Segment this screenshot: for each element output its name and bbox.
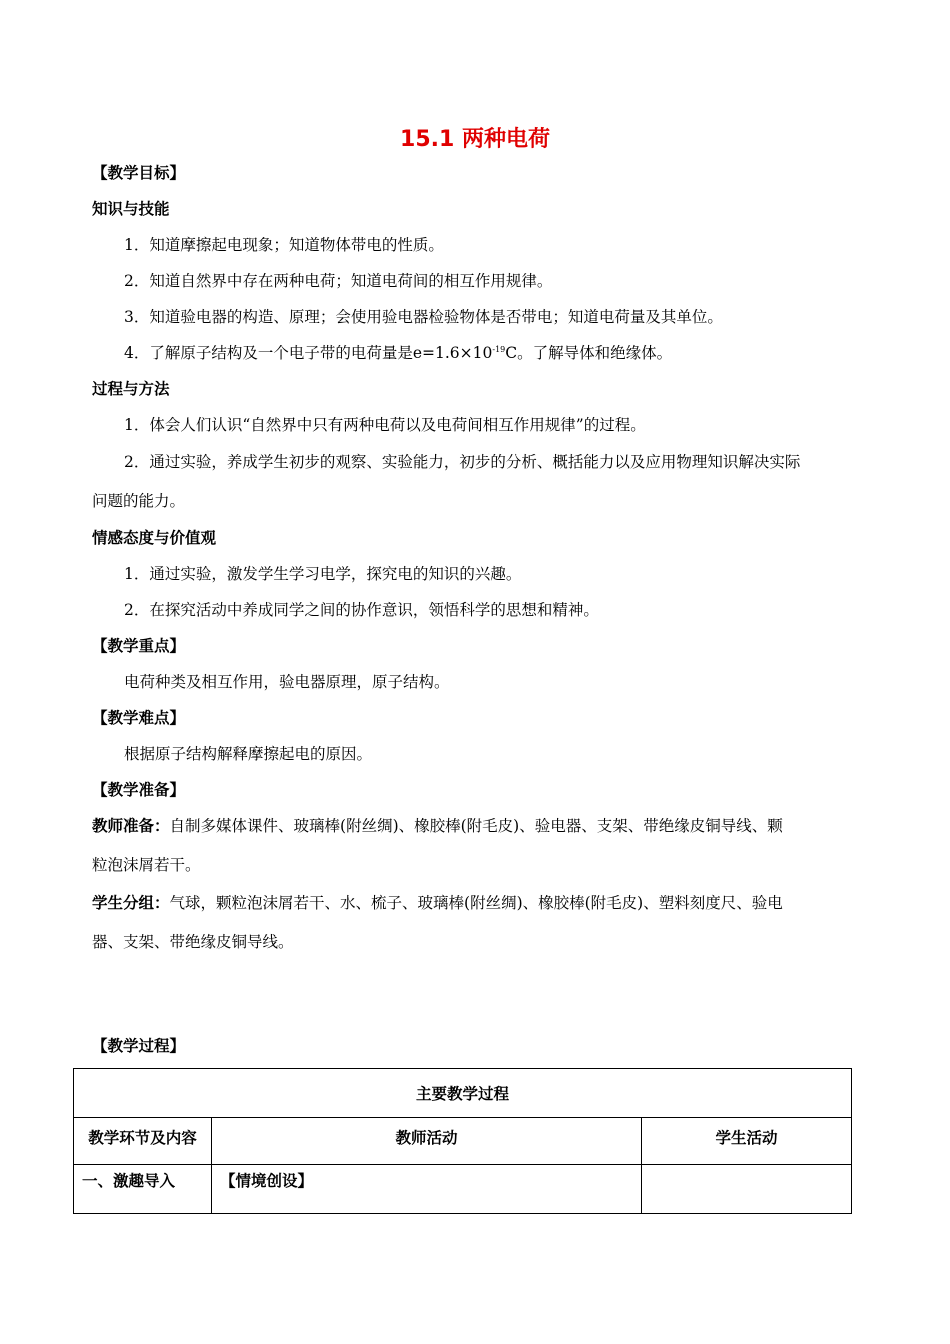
column-header-student: 学生活动 — [642, 1118, 852, 1165]
student-prep-cont: 器、支架、带绝缘皮铜导线。 — [92, 933, 294, 951]
table-title: 主要教学过程 — [74, 1069, 852, 1118]
knowledge-item-4-tail: C。了解导体和绝缘体。 — [505, 344, 673, 362]
teacher-activity-cell: 【情境创设】 — [212, 1165, 642, 1214]
attitude-item-1: 1．通过实验，激发学生学习电学，探究电的知识的兴趣。 — [124, 565, 522, 583]
difficulties-heading: 【教学难点】 — [92, 709, 186, 727]
knowledge-item-2: 2．知道自然界中存在两种电荷；知道电荷间的相互作用规律。 — [124, 272, 553, 290]
teacher-prep — [92, 816, 783, 836]
preparation-heading: 【教学准备】 — [92, 781, 186, 799]
attitude-item-2: 2．在探究活动中养成同学之间的协作意识，领悟科学的思想和精神。 — [124, 601, 599, 619]
process-item-2-cont: 问题的能力。 — [92, 492, 186, 510]
page-title: 15.1 两种电荷 — [400, 127, 550, 152]
process-heading: 过程与方法 — [92, 380, 170, 398]
teaching-process-table — [73, 1068, 852, 1214]
knowledge-heading: 知识与技能 — [92, 200, 170, 218]
stage-cell: 一、激趣导入 — [74, 1165, 212, 1214]
knowledge-item-4-text: 4．了解原子结构及一个电子带的电荷量是e=1.6×10 — [124, 344, 493, 362]
key-points-text: 电荷种类及相互作用，验电器原理，原子结构。 — [124, 673, 450, 691]
difficulties-text: 根据原子结构解释摩擦起电的原因。 — [124, 745, 373, 763]
knowledge-item-1: 1．知道摩擦起电现象；知道物体带电的性质。 — [124, 236, 444, 254]
exponent: -19 — [492, 345, 506, 354]
process-section-heading: 【教学过程】 — [92, 1037, 186, 1055]
student-prep-label: 学生分组： — [92, 894, 170, 912]
student-prep-text: 气球，颗粒泡沫屑若干、水、梳子、玻璃棒(附丝绸)、橡胶棒(附毛皮)、塑料刻度尺、验电 — [169, 894, 783, 912]
teacher-prep-text: 自制多媒体课件、玻璃棒(附丝绸)、橡胶棒(附毛皮)、验电器、支架、带绝缘皮铜导线、颗 — [169, 817, 783, 835]
column-header-teacher: 教师活动 — [212, 1118, 642, 1165]
process-item-1: 1．体会人们认识“自然界中只有两种电荷以及电荷间相互作用规律”的过程。 — [124, 416, 646, 434]
key-points-heading: 【教学重点】 — [92, 637, 186, 655]
table-row — [74, 1165, 852, 1214]
teacher-prep-cont: 粒泡沫屑若干。 — [92, 856, 201, 874]
teacher-prep-label: 教师准备： — [92, 817, 170, 835]
student-prep — [92, 893, 783, 913]
attitude-heading: 情感态度与价值观 — [92, 529, 217, 547]
knowledge-item-4 — [124, 343, 672, 363]
student-activity-cell — [642, 1165, 852, 1214]
objectives-heading: 【教学目标】 — [92, 164, 186, 182]
process-item-2: 2．通过实验，养成学生初步的观察、实验能力，初步的分析、概括能力以及应用物理知识解决实际 — [124, 453, 801, 471]
knowledge-item-3: 3．知道验电器的构造、原理；会使用验电器检验物体是否带电；知道电荷量及其单位。 — [124, 308, 723, 326]
column-header-stage: 教学环节及内容 — [74, 1118, 212, 1165]
